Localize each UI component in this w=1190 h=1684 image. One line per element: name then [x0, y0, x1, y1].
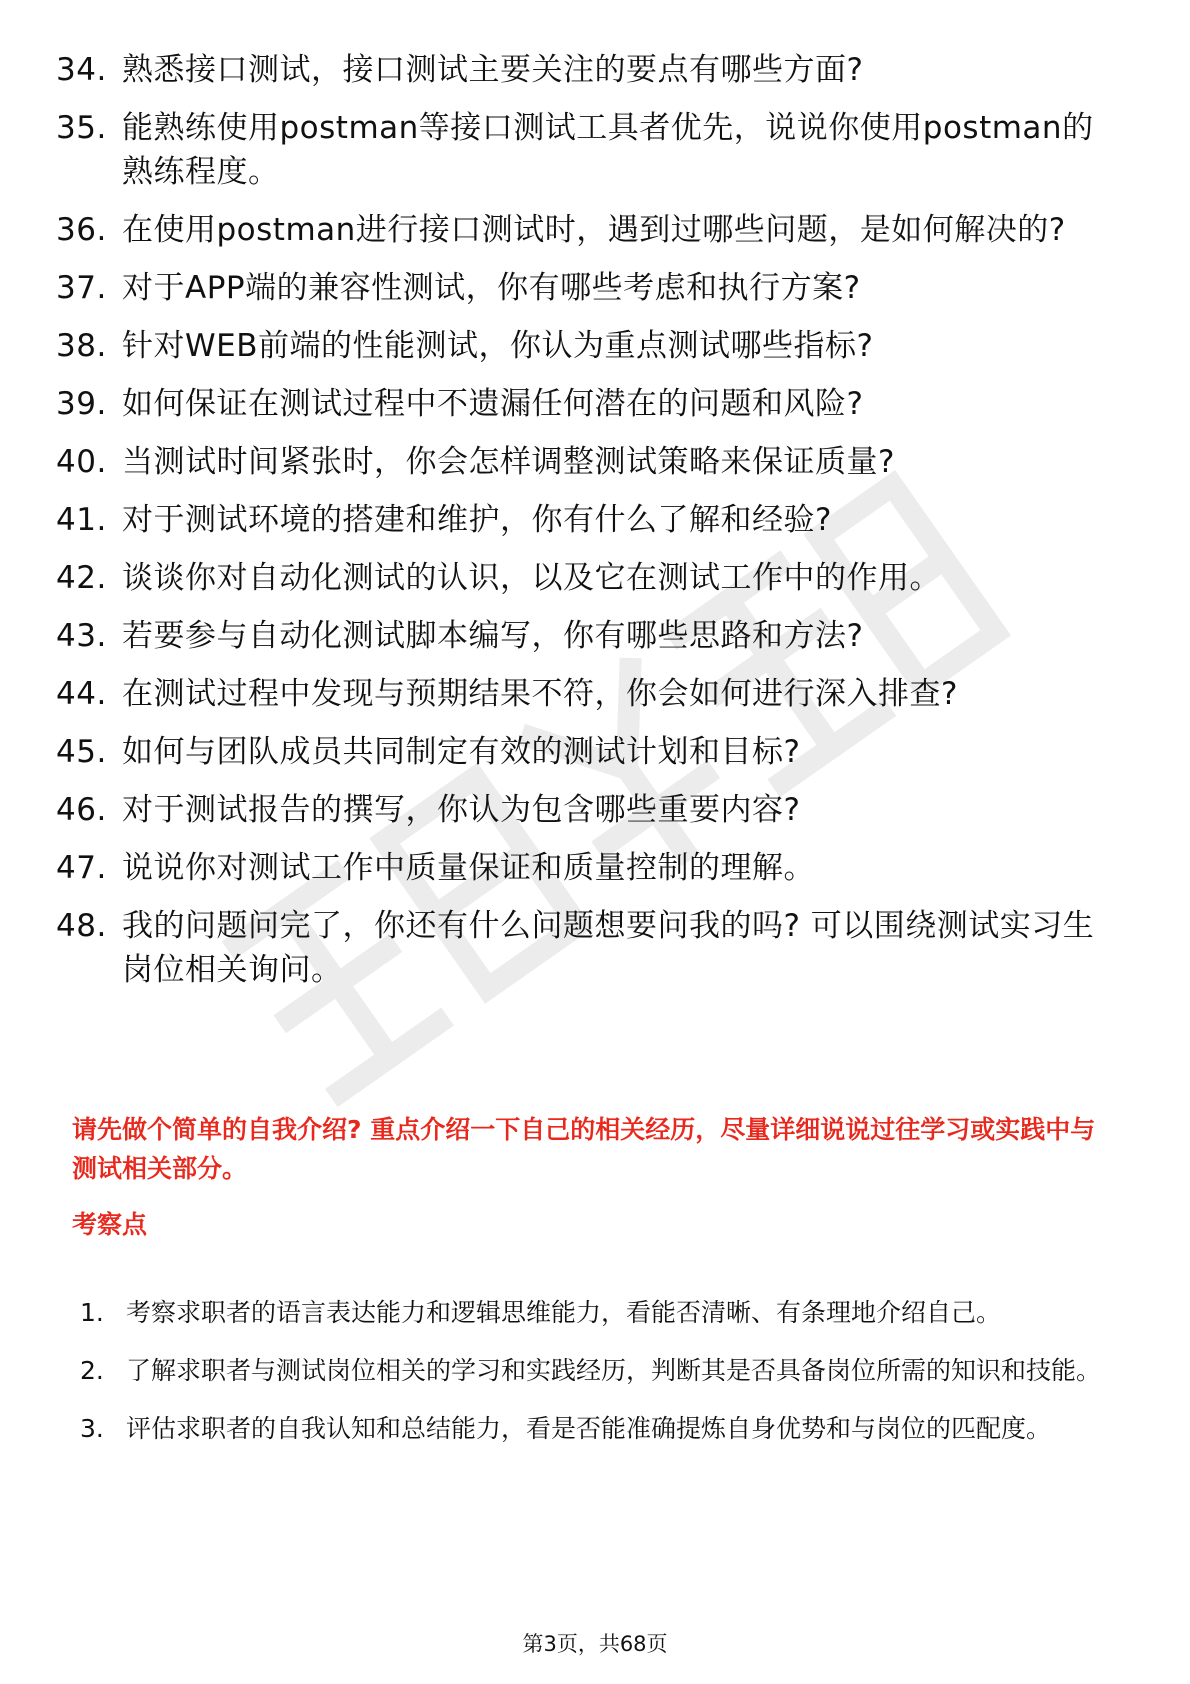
point-text: 考察求职者的语言表达能力和逻辑思维能力，看能否清晰、有条理地介绍自己。 [126, 1298, 1002, 1327]
question-number: 43. [56, 618, 107, 654]
question-number: 42. [56, 560, 107, 596]
question-item [56, 730, 1116, 774]
question-item [56, 266, 1116, 310]
question-list [56, 48, 1116, 1006]
point-number: 2. [80, 1356, 104, 1385]
question-text: 若要参与自动化测试脚本编写，你有哪些思路和方法? [122, 618, 864, 654]
question-number: 46. [56, 792, 107, 828]
question-item [56, 382, 1116, 426]
question-text: 对于APP端的兼容性测试，你有哪些考虑和执行方案? [122, 270, 861, 306]
question-number: 37. [56, 270, 107, 306]
question-item [56, 904, 1116, 992]
point-text: 评估求职者的自我认知和总结能力，看是否能准确提炼自身优势和与岗位的匹配度。 [126, 1414, 1052, 1443]
question-text: 如何保证在测试过程中不遗漏任何潜在的问题和风险? [122, 386, 864, 422]
question-text: 对于测试环境的搭建和维护，你有什么了解和经验? [122, 502, 832, 538]
question-number: 35. [56, 110, 107, 146]
question-item [56, 440, 1116, 484]
point-number: 3. [80, 1414, 104, 1443]
question-text: 谈谈你对自动化测试的认识，以及它在测试工作中的作用。 [122, 560, 941, 596]
question-item [56, 846, 1116, 890]
point-number: 1. [80, 1298, 104, 1327]
point-text: 了解求职者与测试岗位相关的学习和实践经历，判断其是否具备岗位所需的知识和技能。 [126, 1356, 1102, 1385]
question-text: 针对WEB前端的性能测试，你认为重点测试哪些指标? [122, 328, 874, 364]
question-item [56, 672, 1116, 716]
question-item [56, 48, 1116, 92]
question-number: 34. [56, 52, 107, 88]
assessment-points-list [80, 1284, 1120, 1458]
question-text: 在使用postman进行接口测试时，遇到过哪些问题，是如何解决的? [122, 212, 1066, 248]
question-item [56, 556, 1116, 600]
question-text: 对于测试报告的撰写，你认为包含哪些重要内容? [122, 792, 801, 828]
question-item [56, 324, 1116, 368]
question-number: 45. [56, 734, 107, 770]
question-text: 在测试过程中发现与预期结果不符，你会如何进行深入排查? [122, 676, 958, 712]
question-text: 说说你对测试工作中质量保证和质量控制的理解。 [122, 850, 815, 886]
question-number: 48. [56, 908, 107, 944]
question-number: 44. [56, 676, 107, 712]
assessment-point [80, 1400, 1120, 1458]
question-text: 熟悉接口测试，接口测试主要关注的要点有哪些方面? [122, 52, 864, 88]
question-item [56, 498, 1116, 542]
question-number: 39. [56, 386, 107, 422]
highlight-question: 请先做个简单的自我介绍? 重点介绍一下自己的相关经历，尽量详细说说过往学习或实践中与测试相关部分。 [72, 1115, 1096, 1183]
question-number: 40. [56, 444, 107, 480]
question-text: 如何与团队成员共同制定有效的测试计划和目标? [122, 734, 801, 770]
assessment-point [80, 1342, 1120, 1400]
question-text: 当测试时间紧张时，你会怎样调整测试策略来保证质量? [122, 444, 895, 480]
question-item [56, 208, 1116, 252]
question-number: 41. [56, 502, 107, 538]
assessment-point [80, 1284, 1120, 1342]
question-text: 我的问题问完了，你还有什么问题想要问我的吗? 可以围绕测试实习生岗位相关询问。 [122, 908, 1095, 988]
assessment-points-heading: 考察点 [72, 1210, 148, 1239]
question-number: 47. [56, 850, 107, 886]
page-footer: 第3页，共68页 [522, 1632, 668, 1656]
question-item [56, 788, 1116, 832]
question-item [56, 106, 1116, 194]
question-number: 38. [56, 328, 107, 364]
question-text: 能熟练使用postman等接口测试工具者优先，说说你使用postman的熟练程度。 [122, 110, 1094, 190]
question-number: 36. [56, 212, 107, 248]
question-item [56, 614, 1116, 658]
